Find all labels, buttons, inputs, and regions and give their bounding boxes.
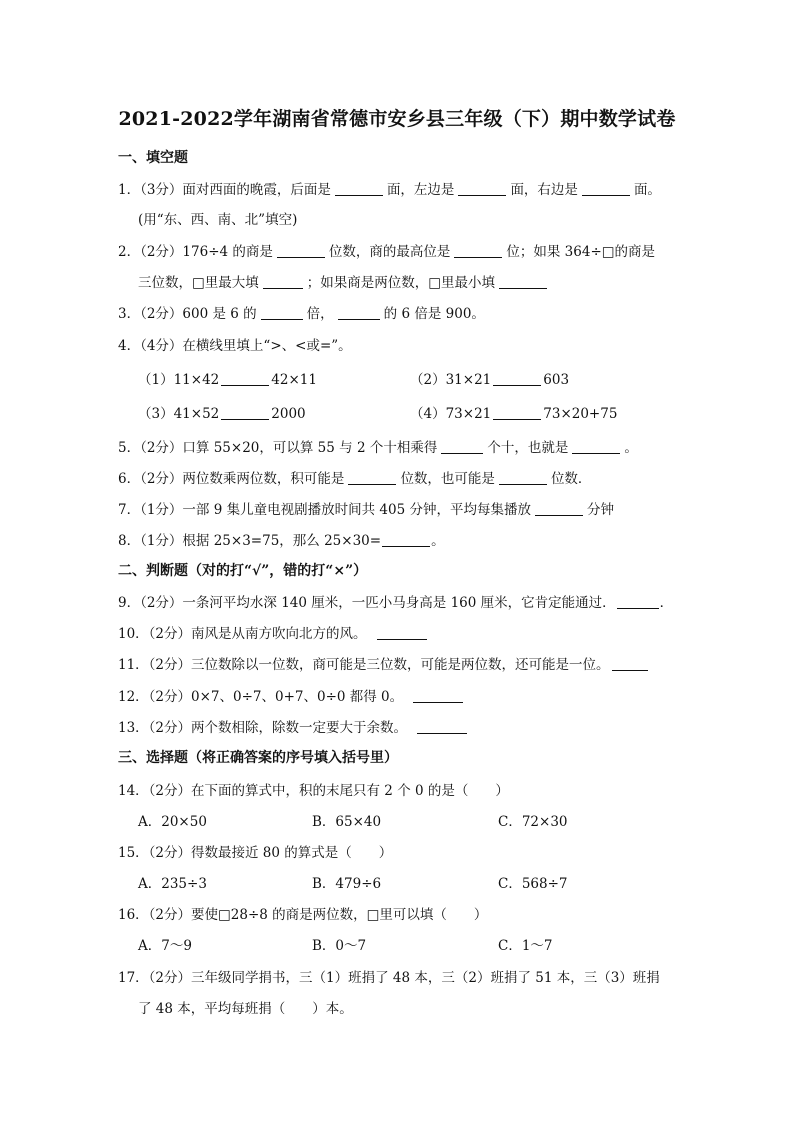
answer-blank[interactable] (454, 243, 502, 258)
answer-blank[interactable] (458, 181, 506, 196)
answer-blank[interactable] (417, 719, 467, 734)
question-8: 8．（1分）根据 25×3=75，那么 25×30= 。 (118, 533, 445, 549)
answer-blank[interactable] (499, 274, 547, 289)
answer-blank[interactable] (221, 371, 269, 386)
question-3: 3．（2分）600 是 6 的 倍， 的 6 倍是 900。 (118, 306, 485, 322)
answer-blank[interactable] (377, 625, 427, 640)
answer-blank[interactable] (441, 439, 483, 454)
answer-blank[interactable] (582, 181, 630, 196)
question-4-part-3: （3）41×52 2000 (138, 406, 306, 422)
question-17: 17．（2分）三年级同学捐书，三（1）班捐了 48 本，三（2）班捐了 51 本，三（3）班捐 (118, 970, 660, 986)
question-2-cont: 三位数，□里最大填 ；如果商是两位数，□里最小填 (138, 271, 551, 291)
page-title: 2021-2022学年湖南省常德市安乡县三年级（下）期中数学试卷 (118, 108, 676, 130)
answer-blank[interactable] (612, 656, 648, 671)
section-heading-multiple-choice: 三、选择题（将正确答案的序号填入括号里） (118, 750, 398, 766)
question-12: 12．（2分）0×7、0÷7、0+7、0÷0 都得 0。 (118, 685, 467, 705)
option-a[interactable]: A．7～9 (138, 938, 192, 954)
option-a[interactable]: A．235÷3 (138, 876, 207, 892)
question-1: 1．（3分）面对西面的晚霞，后面是 面，左边是 面，右边是 面。 (118, 182, 661, 198)
question-2: 2．（2分）176÷4 的商是 位数，商的最高位是 位；如果 364÷□的商是 (118, 244, 656, 260)
answer-blank[interactable] (535, 501, 583, 516)
question-4: 4．（4分）在横线里填上“>、<或=”。 (118, 338, 352, 354)
option-b[interactable]: B．0～7 (312, 938, 367, 954)
answer-blank[interactable] (261, 305, 303, 320)
option-c[interactable]: C．72×30 (498, 814, 568, 830)
question-11: 11．（2分）三位数除以一位数，商可能是三位数，可能是两位数，还可能是一位。 (118, 653, 652, 673)
question-15: 15．（2分）得数最接近 80 的算式是（ ） (118, 845, 393, 861)
option-a[interactable]: A．20×50 (138, 814, 207, 830)
answer-blank[interactable] (617, 594, 659, 609)
question-4-part-2: （2）31×21 603 (410, 372, 570, 388)
answer-blank[interactable] (263, 274, 303, 289)
answer-blank[interactable] (499, 470, 547, 485)
question-4-part-1: （1）11×42 42×11 (138, 372, 317, 388)
question-10: 10．（2分）南风是从南方吹向北方的风。 (118, 622, 431, 642)
question-9: 9．（2分）一条河平均水深 140 厘米，一匹小马身高是 160 厘米，它肯定能通过． ． (118, 595, 674, 611)
question-13: 13．（2分）两个数相除，除数一定要大于余数。 (118, 716, 471, 736)
question-6: 6．（2分）两位数乘两位数，积可能是 位数，也可能是 位数． (118, 471, 592, 487)
answer-blank[interactable] (338, 305, 380, 320)
answer-blank[interactable] (493, 405, 541, 420)
section-heading-true-false: 二、判断题（对的打“√”，错的打“×”） (118, 563, 368, 579)
question-1-note: (用“东、西、南、北”填空) (138, 212, 298, 228)
option-c[interactable]: C．568÷7 (498, 876, 568, 892)
question-5: 5．（2分）口算 55×20，可以算 55 与 2 个十相乘得 个十，也就是 。 (118, 440, 638, 456)
question-14: 14．（2分）在下面的算式中，积的末尾只有 2 个 0 的是（ ） (118, 783, 509, 799)
option-b[interactable]: B．65×40 (312, 814, 382, 830)
answer-blank[interactable] (493, 371, 541, 386)
answer-blank[interactable] (572, 439, 620, 454)
answer-blank[interactable] (348, 470, 396, 485)
option-b[interactable]: B．479÷6 (312, 876, 382, 892)
answer-blank[interactable] (221, 405, 269, 420)
answer-blank[interactable] (382, 532, 430, 547)
question-16: 16．（2分）要使□28÷8 的商是两位数，□里可以填（ ） (118, 907, 488, 923)
answer-blank[interactable] (277, 243, 325, 258)
answer-blank[interactable] (413, 688, 463, 703)
question-7: 7．（1分）一部 9 集儿童电视剧播放时间共 405 分钟，平均每集播放 分钟 (118, 502, 614, 518)
section-heading-fill-in: 一、填空题 (118, 150, 188, 166)
question-17-cont: 了 48 本，平均每班捐（ ）本。 (138, 1001, 353, 1017)
option-c[interactable]: C．1～7 (498, 938, 553, 954)
answer-blank[interactable] (335, 181, 383, 196)
question-4-part-4: （4）73×21 73×20+75 (410, 406, 618, 422)
